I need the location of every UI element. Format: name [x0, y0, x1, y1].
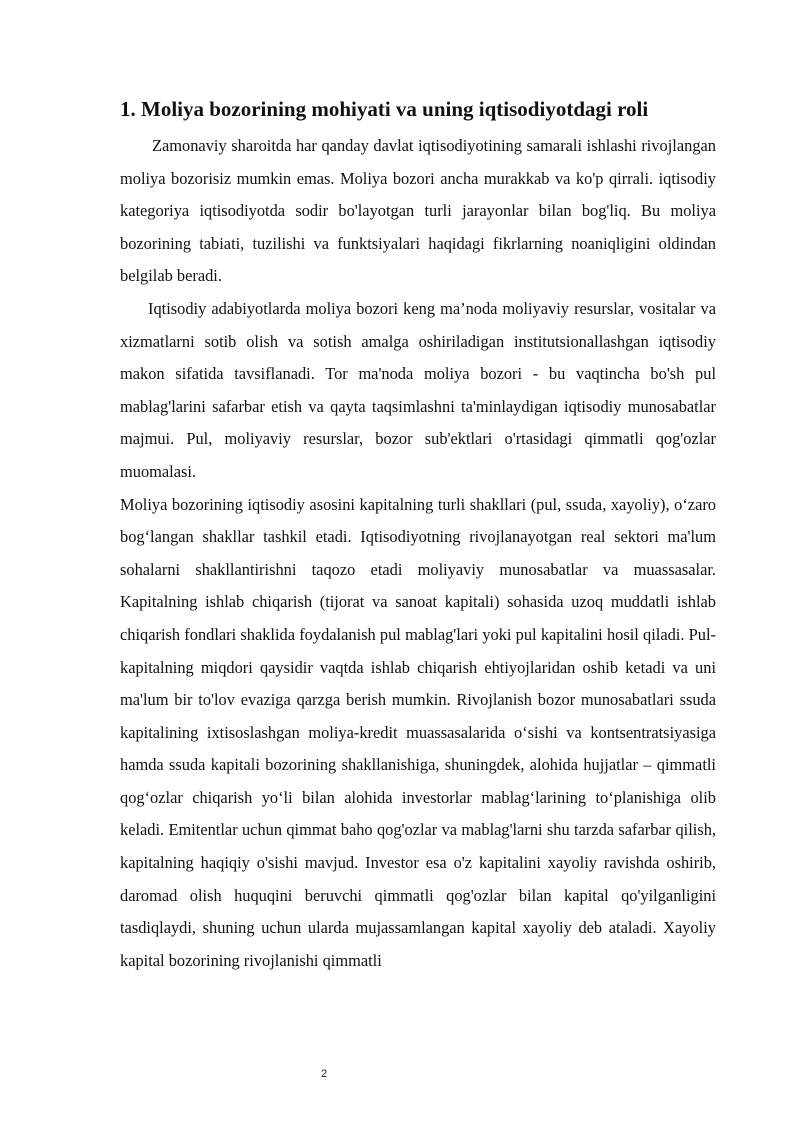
section-heading: 1. Moliya bozorining mohiyati va uning iqtisodiyotdagi roli — [120, 97, 649, 121]
paragraph-1: Zamonaviy sharoitda har qanday davlat iqtisodiyotining samarali ishlashi rivojlangan moliya bozorisiz mumkin emas. Moliya bozori ancha murakkab va ko'p qirrali. iqtisodiy kategoriya iqtisodiyotda sodir bo'layotgan turli jarayonlar bilan bog'liq. Bu moliya bozorining tabiati, tuzilishi va funktsiyalari haqidagi fikrlarning noaniqligini oldindan belgilab beradi. — [120, 136, 716, 286]
paragraph-2: Iqtisodiy adabiyotlarda moliya bozori keng ma’noda moliyaviy resurslar, vositalar va xizmatlarni sotib olish va sotish amalga oshiriladigan institutsionallashgan iqtisodiy makon sifatida tavsiflanadi. Tor ma'noda moliya bozori - bu vaqtincha bo'sh pul mablag'larini safarbar etish va qayta taqsimlashni ta'minlaydigan iqtisodiy munosabatlar majmui. Pul, moliyaviy resurslar, bozor sub'ektlari o'rtasidagi qimmatli qog'ozlar muomalasi. — [120, 298, 716, 481]
page-number: 2 — [320, 1068, 328, 1080]
paragraph-3: Moliya bozorining iqtisodiy asosini kapitalning turli shakllari (pul, ssuda, xayoliy), o‘zaro bog‘langan shakllar tashkil etadi. Iqtisodiyotning rivojlanayotgan real sektori ma'lum sohalarni shakllantirishni taqozo etadi moliyaviy munosabatlar va muassasalar. Kapitalning ishlab chiqarish (tijorat va sanoat kapitali) sohasida uzoq muddatli ishlab chiqarish fondlari shaklida foydalanish pul mablag'lari yoki pul kapitalini hosil qiladi. Pul-kapitalning miqdori qaysidir vaqtda ishlab chiqarish ehtiyojlaridan oshib ketadi va uni ma'lum bir to'lov evaziga qarzga berish mumkin. Rivojlanish bozor munosabatlari ssuda kapitalining ixtisoslashgan moliya-kredit muassasalarida o‘sishi va kontsentratsiyasiga hamda ssuda kapitali bozorining shakllanishiga, shuningdek, alohida hujjatlar – qimmatli qog‘ozlar chiqarish yo‘li bilan alohida investorlar mablag‘larining to‘planishiga olib keladi. Emitentlar uchun qimmat baho qog'ozlar va mablag'larni shu tarzda safarbar qilish, kapitalning haqiqiy o'sishi mavjud. Investor esa o'z kapitalini xayoliy ravishda oshirib, daromad olish huquqini beruvchi qimmatli qog'ozlar bilan kapital qo'yilganligini tasdiqlaydi, shuning uchun ularda mujassamlangan kapital xayoliy deb ataladi. Xayoliy kapital bozorining rivojlanishi qimmatli — [120, 494, 716, 970]
document-page — [120, 92, 716, 977]
